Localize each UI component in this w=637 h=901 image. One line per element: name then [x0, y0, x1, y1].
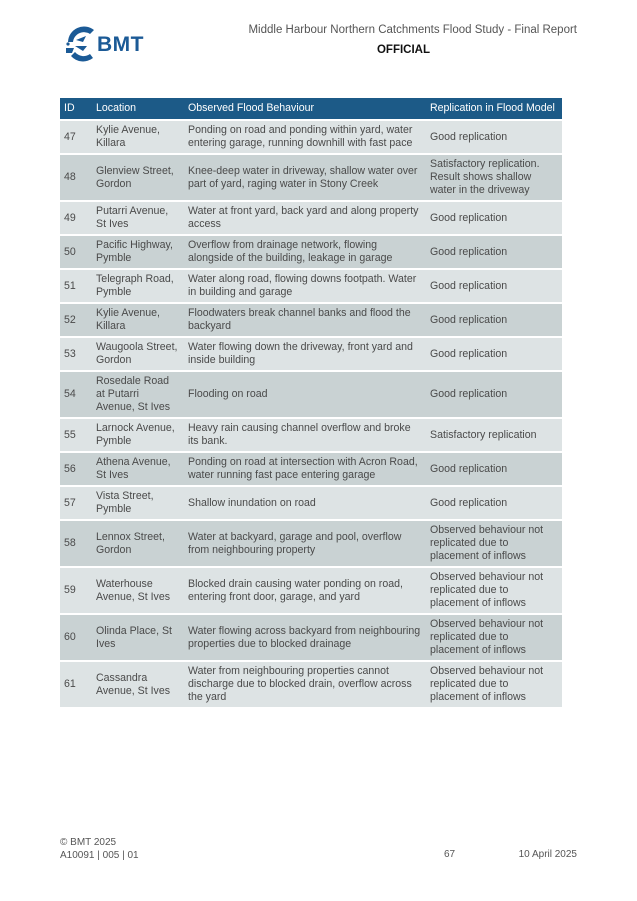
table-row	[60, 338, 562, 370]
cell-id: 47	[60, 121, 92, 153]
column-header-replication: Replication in Flood Model	[426, 98, 562, 119]
cell-observed: Water flowing across backyard from neighbouring properties due to blocked drainage	[184, 615, 426, 660]
cell-id: 48	[60, 155, 92, 200]
cell-observed: Heavy rain causing channel overflow and broke its bank.	[184, 419, 426, 451]
cell-observed: Ponding on road at intersection with Acron Road, water running fast pace entering garage	[184, 453, 426, 485]
page-number: 67	[444, 849, 456, 860]
cell-observed: Water at backyard, garage and pool, overflow from neighbouring property	[184, 521, 426, 566]
table-row	[60, 419, 562, 451]
cell-observed: Overflow from drainage network, flowing alongside of the building, leakage in garage	[184, 236, 426, 268]
copyright-text: © BMT 2025	[60, 837, 117, 848]
cell-id: 58	[60, 521, 92, 566]
cell-location: Telegraph Road, Pymble	[92, 270, 184, 302]
cell-location: Kylie Avenue, Killara	[92, 304, 184, 336]
cell-id: 49	[60, 202, 92, 234]
cell-location: Waugoola Street, Gordon	[92, 338, 184, 370]
table-header-row	[60, 98, 562, 119]
column-header-id: ID	[60, 98, 92, 119]
cell-location: Putarri Avenue, St Ives	[92, 202, 184, 234]
cell-location: Athena Avenue, St Ives	[92, 453, 184, 485]
cell-replication: Good replication	[426, 304, 562, 336]
cell-replication: Observed behaviour not replicated due to placement of inflows	[426, 521, 562, 566]
column-header-observed: Observed Flood Behaviour	[184, 98, 426, 119]
cell-id: 53	[60, 338, 92, 370]
cell-location: Kylie Avenue, Killara	[92, 121, 184, 153]
cell-location: Cassandra Avenue, St Ives	[92, 662, 184, 707]
table-row	[60, 202, 562, 234]
table-row	[60, 615, 562, 660]
table-row	[60, 487, 562, 519]
cell-replication: Good replication	[426, 121, 562, 153]
cell-replication: Good replication	[426, 372, 562, 417]
logo-wordmark: BMT	[97, 33, 144, 56]
cell-id: 54	[60, 372, 92, 417]
cell-observed: Shallow inundation on road	[184, 487, 426, 519]
classification-label: OFFICIAL	[376, 44, 431, 56]
table-row	[60, 270, 562, 302]
cell-location: Larnock Avenue, Pymble	[92, 419, 184, 451]
cell-observed: Ponding on road and ponding within yard, water entering garage, running downhill with fast pace	[184, 121, 426, 153]
cell-replication: Satisfactory replication	[426, 419, 562, 451]
cell-location: Rosedale Road at Putarri Avenue, St Ives	[92, 372, 184, 417]
cell-id: 61	[60, 662, 92, 707]
cell-id: 60	[60, 615, 92, 660]
cell-replication: Satisfactory replication. Result shows shallow water in the driveway	[426, 155, 562, 200]
cell-id: 56	[60, 453, 92, 485]
cell-location: Lennox Street, Gordon	[92, 521, 184, 566]
cell-observed: Water flowing down the driveway, front yard and inside building	[184, 338, 426, 370]
cell-replication: Good replication	[426, 338, 562, 370]
cell-observed: Water at front yard, back yard and along property access	[184, 202, 426, 234]
cell-replication: Observed behaviour not replicated due to placement of inflows	[426, 615, 562, 660]
cell-observed: Floodwaters break channel banks and flood the backyard	[184, 304, 426, 336]
table-row	[60, 568, 562, 613]
cell-observed: Flooding on road	[184, 372, 426, 417]
cell-id: 57	[60, 487, 92, 519]
cell-location: Pacific Highway, Pymble	[92, 236, 184, 268]
cell-location: Glenview Street, Gordon	[92, 155, 184, 200]
cell-observed: Water from neighbouring properties cannot discharge due to blocked drain, overflow across the yard	[184, 662, 426, 707]
document-reference: A10091 | 005 | 01	[60, 850, 139, 861]
cell-location: Waterhouse Avenue, St Ives	[92, 568, 184, 613]
cell-id: 50	[60, 236, 92, 268]
cell-replication: Good replication	[426, 202, 562, 234]
cell-id: 52	[60, 304, 92, 336]
table-row	[60, 121, 562, 153]
column-header-location: Location	[92, 98, 184, 119]
cell-replication: Good replication	[426, 453, 562, 485]
cell-location: Vista Street, Pymble	[92, 487, 184, 519]
cell-id: 59	[60, 568, 92, 613]
table-row	[60, 453, 562, 485]
flood-behaviour-table	[60, 96, 562, 709]
cell-replication: Observed behaviour not replicated due to placement of inflows	[426, 662, 562, 707]
cell-replication: Good replication	[426, 270, 562, 302]
table-row	[60, 155, 562, 200]
cell-replication: Good replication	[426, 236, 562, 268]
table-row	[60, 372, 562, 417]
table-row	[60, 662, 562, 707]
cell-id: 51	[60, 270, 92, 302]
cell-observed: Water along road, flowing downs footpath. Water in building and garage	[184, 270, 426, 302]
report-title: Middle Harbour Northern Catchments Flood Study - Final Report	[248, 24, 577, 36]
cell-replication: Good replication	[426, 487, 562, 519]
cell-location: Olinda Place, St Ives	[92, 615, 184, 660]
table-row	[60, 236, 562, 268]
cell-id: 55	[60, 419, 92, 451]
cell-observed: Knee-deep water in driveway, shallow water over part of yard, raging water in Stony Creek	[184, 155, 426, 200]
report-date: 10 April 2025	[518, 849, 577, 860]
cell-observed: Blocked drain causing water ponding on road, entering front door, garage, and yard	[184, 568, 426, 613]
footer-left	[60, 836, 139, 862]
cell-replication: Observed behaviour not replicated due to placement of inflows	[426, 568, 562, 613]
table-row	[60, 304, 562, 336]
table-row	[60, 521, 562, 566]
